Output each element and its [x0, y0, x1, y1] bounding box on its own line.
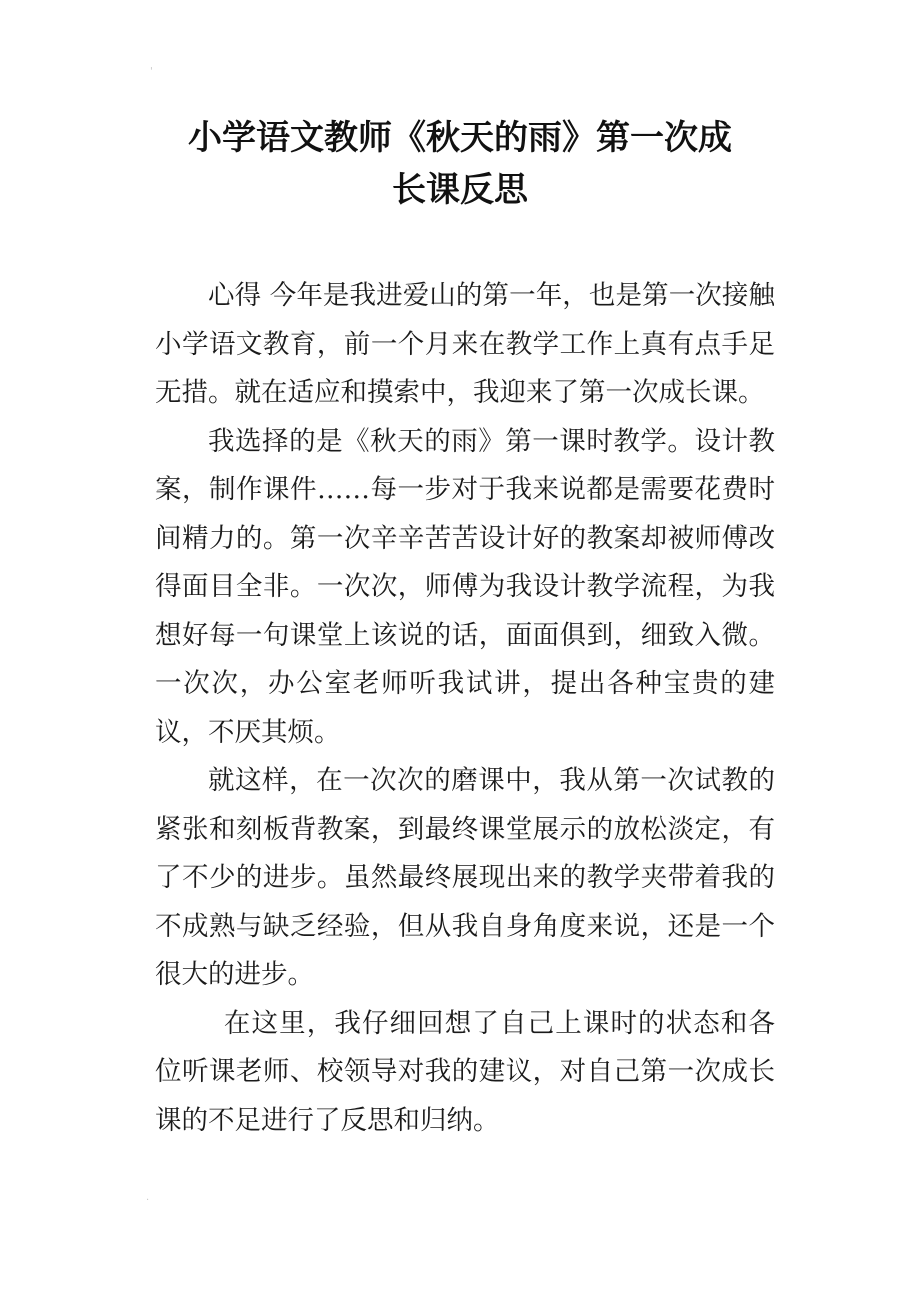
document-title	[100, 112, 820, 216]
paragraph-1: 心得 今年是我进爱山的第一年，也是第一次接触小学语文教育，前一个月来在教学工作上真有点手足无措。就在适应和摸索中，我迎来了第一次成长课。	[155, 280, 775, 408]
scan-mark-top: '	[150, 66, 153, 77]
paragraph-3: 就这样，在一次次的磨课中，我从第一次试教的紧张和刻板背教案，到最终课堂展示的放松淡定，有了不少的进步。虽然最终展现出来的教学夹带着我的不成熟与缺乏经验，但从我自身角度来说，还是一个很大的进步。	[155, 765, 775, 990]
document-body	[155, 272, 775, 1145]
paragraph-4: 在这里，我仔细回想了自己上课时的状态和各位听课老师、校领导对我的建议，对自己第一次成长课的不足进行了反思和归纳。	[155, 1007, 775, 1136]
scan-mark-bottom: .	[146, 1192, 150, 1203]
title-line-1: 小学语文教师《秋天的雨》第一次成	[188, 118, 732, 158]
title-line-2: 长课反思	[392, 170, 528, 210]
paragraph-2: 我选择的是《秋天的雨》第一课时教学。设计教案，制作课件……每一步对于我来说都是需要花费时间精力的。第一次辛辛苦苦设计好的教案却被师傅改得面目全非。一次次，师傅为我设计教学流程，为我想好每一句课堂上该说的话，面面俱到，细致入微。一次次，办公室老师听我试讲，提出各种宝贵的建议，不厌其烦。	[155, 425, 775, 748]
